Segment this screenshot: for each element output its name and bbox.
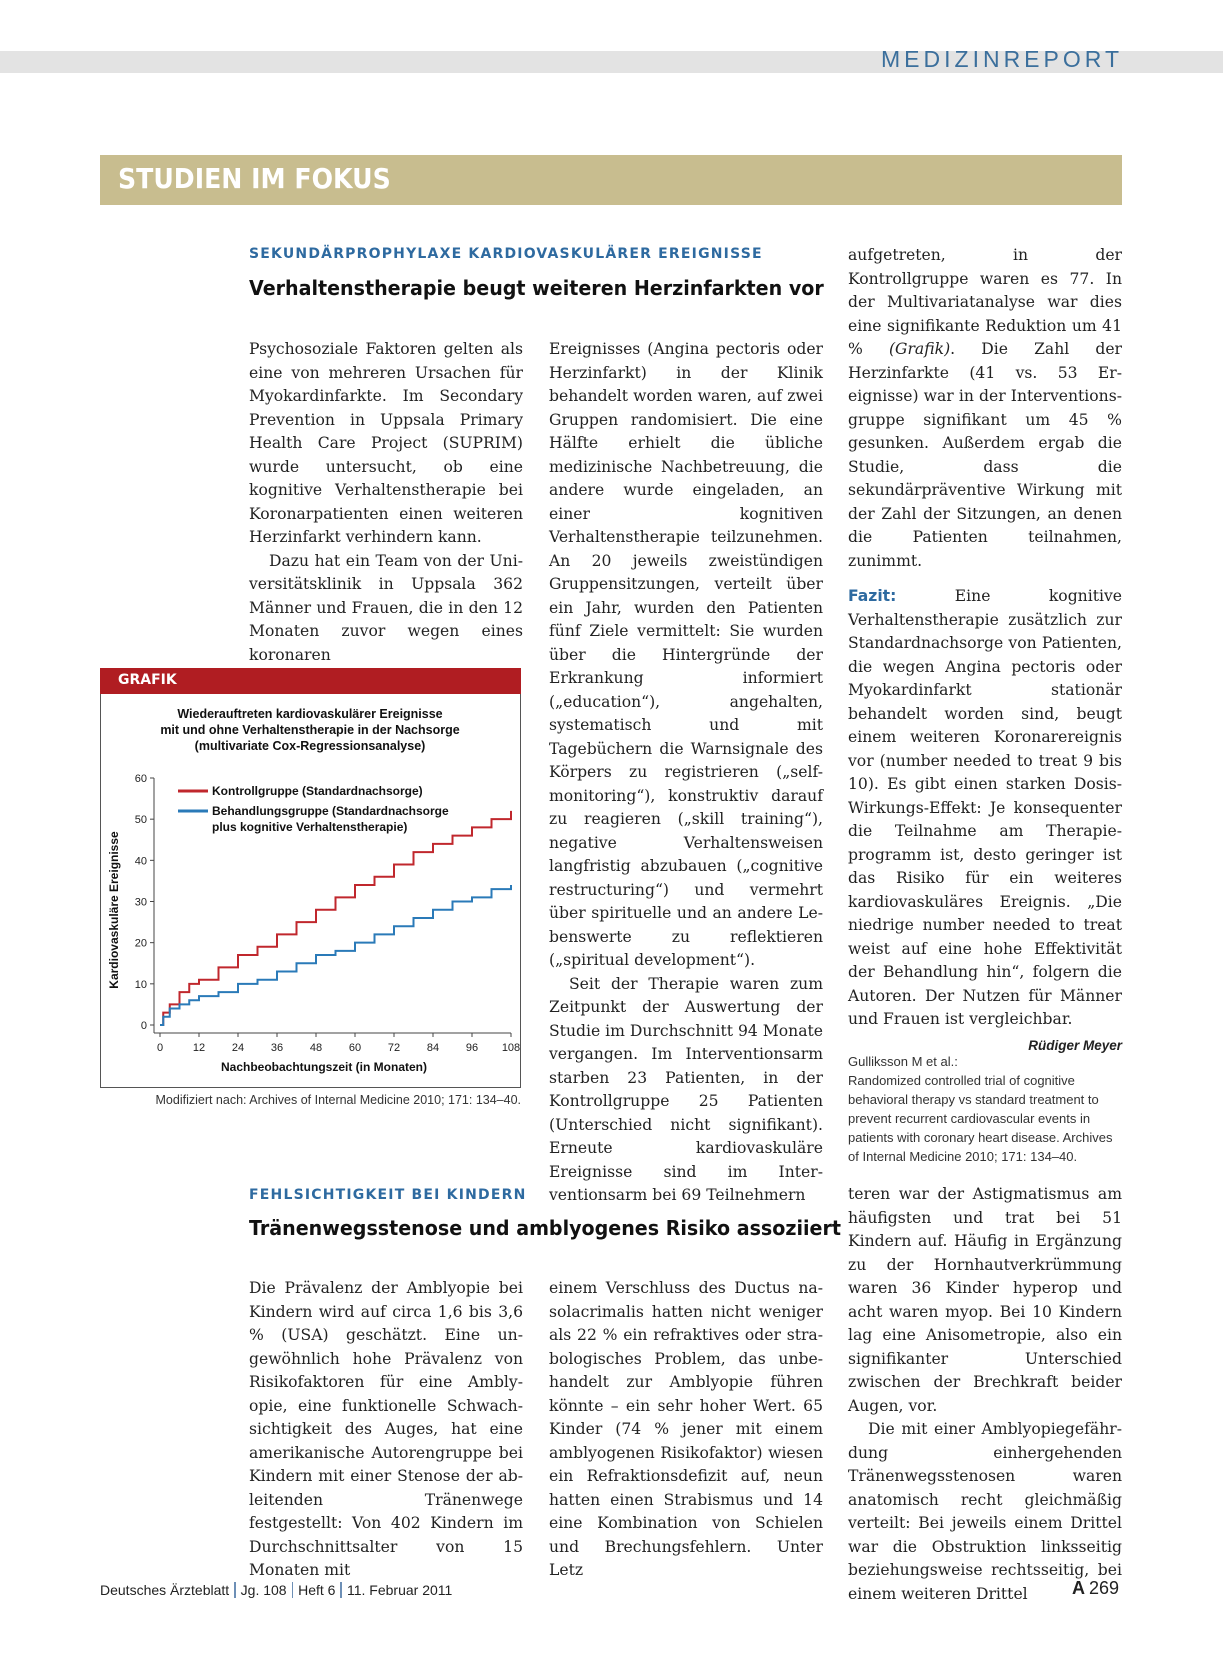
- series-line-control: [160, 811, 511, 1025]
- journal-name: Deutsches Ärzteblatt: [100, 1582, 230, 1598]
- fazit-label: Fazit:: [848, 587, 897, 605]
- footer-citation: [100, 1582, 452, 1598]
- y-axis-label: Kardiovaskuläre Ereignisse: [107, 831, 121, 989]
- divider: [292, 1582, 294, 1598]
- y-tick-label: 50: [134, 814, 147, 827]
- article2-column-3: [848, 1183, 1122, 1606]
- y-tick-label: 40: [134, 855, 147, 868]
- x-tick-label: 60: [348, 1042, 362, 1054]
- graphic-header: [100, 668, 521, 694]
- x-axis-label: Nachbeobachtungszeit (in Monaten): [220, 1060, 428, 1074]
- paragraph: Psychosoziale Faktoren gelten als eine von mehreren Ursachen für Myokardinfarkte. Im Secondary Prevention in Uppsala Primary Health Care Project (SUPRIM) wurde untersucht, ob eine kognitive Verhaltenstherapie bei Koronarpatienten einen weiteren Herzinfarkt verhindern kann.: [249, 340, 523, 546]
- y-tick-label: 0: [140, 1020, 147, 1032]
- paragraph: teren war der Astigmatismus am häufigsten und trat bei 51 Kindern auf. Häufig in Ergänzung zu der Hornhautverkrümmung waren 36 Kinder hyperop und acht waren myop. Bei 10 Kindern lag eine Anisometropie, also ein signifikanter Unterschied zwischen der Brechkraft beider Augen, vor.: [848, 1185, 1122, 1415]
- y-tick-label: 30: [134, 896, 147, 909]
- article1-title: Verhaltenstherapie beugt weiteren Herzinfarkten vor: [249, 276, 824, 300]
- divider: [340, 1582, 342, 1598]
- volume: Jg. 108: [240, 1582, 287, 1598]
- x-tick-label: 48: [309, 1042, 323, 1054]
- x-tick-label: 108: [501, 1042, 521, 1054]
- x-tick-label: 72: [387, 1042, 401, 1054]
- graphic-label: GRAFIK: [118, 672, 177, 688]
- paragraph: Ereignisses (Angina pectoris oder Herzinfarkt) in der Klinik behandelt worden waren, auf zwei Gruppen randomisiert. Die eine Hälfte erhielt die übliche medizinische Nachbetreuung, die andere wurde eingeladen, an einer kognitiven Verhaltenstherapie teilzunehmen. An 20 jeweils zweistündigen Gruppensitzungen, verteilt über ein Jahr, wurden den Patienten fünf Ziele vermittelt: Sie wurden über die Hintergründe der Erkrankung informiert („education“), angehalten, systematisch und mit Tagebüchern die Warnsignale des Körpers zu registrieren („self-monitoring“), konstruktiv darauf zu reagieren („skill training“), negative Verhaltensweisen langfristig abzubauen („cognitive restructuring“) und vermehrt über spirituelle und an andere Lebenswerte zu reflektieren („spiritual development“).: [549, 340, 823, 969]
- paragraph: Die mit einer Amblyopiegefährdung einhergehenden Tränenwegsstenosen waren anatomisch recht gleichmäßig verteilt: Bei jeweils einem Drittel war die Obstruktion linksseitig beziehungsweise rechtsseitig, bei einem weiteren Drittel: [848, 1420, 1122, 1603]
- article2-column-2: [549, 1277, 823, 1583]
- article1-kicker: SEKUNDÄRPROPHYLAXE KARDIOVASKULÄRER EREIGNISSE: [249, 246, 763, 262]
- author: Rüdiger Meyer: [1028, 1037, 1122, 1053]
- article2-kicker: FEHLSICHTIGKEIT BEI KINDERN: [249, 1187, 527, 1203]
- issue: Heft 6: [298, 1582, 336, 1598]
- y-tick-label: 20: [134, 937, 147, 950]
- x-tick-label: 84: [426, 1042, 440, 1054]
- legend-label-treatment-2: plus kognitive Verhaltenstherapie): [212, 820, 408, 834]
- y-tick-label: 10: [134, 978, 147, 991]
- legend-label-treatment-1: Behandlungsgruppe (Standardnachsorge: [212, 804, 449, 818]
- fazit-paragraph: Fazit: Eine kognitive Verhaltenstherapie zusätzlich zur Standardnachsorge von Patienten, die wegen Angina pectoris oder Myokardinfarkt stationär behandelt worden sind, beugt einem weiteren Koronarereignis vor (number needed to treat 9 bis 10). Es gibt einen starken Dosis-Wirkungs-Effekt: Je konsequenter die Teilnahme am Therapieprogramm ist, desto geringer ist das Risiko für ein weiteres kardiovaskuläres Ereignis. „Die niedrige number needed to treat weist auf eine hohe Effektivität der Behandlung hin“, folgern die Autoren. Der Nutzen für Männer und Frauen ist vergleichbar. Rüdiger Meyer: [848, 585, 1122, 1032]
- article1-column-2: [549, 338, 823, 1208]
- paragraph: Seit der Therapie waren zum Zeitpunkt der Auswertung der Studie im Durchschnitt 94 Monate vergangen. Im Interventionsarm starben 23 Patienten, in der Kontrollgruppe 25 Patienten (Unterschied nicht signifikant). Erneute kardiovaskuläre Ereignisse sind im Interventionsarm bei 69 Teilnehmern: [549, 974, 823, 1204]
- figure-reference: (Grafik): [888, 340, 951, 358]
- reference: Gulliksson M et al.: Randomized controlled trial of cognitive behavioral therapy vs standard treatment to prevent recurrent cardiovascular events in patients with coronary heart disease. Archives of Internal Medicine 2010; 171: 134–40.: [848, 1053, 1113, 1164]
- paragraph: Dazu hat ein Team von der Universitätsklinik in Uppsala 362 Männer und Frauen, die in den 12 Monaten zuvor wegen eines koronaren: [249, 551, 523, 664]
- x-tick-label: 24: [231, 1042, 245, 1054]
- x-tick-label: 0: [156, 1042, 164, 1054]
- article1-column-1: [249, 338, 523, 667]
- section-banner: [100, 155, 1122, 205]
- y-tick-label: 60: [134, 773, 147, 785]
- article2-column-1: [249, 1277, 523, 1583]
- legend-label-control: Kontrollgruppe (Standardnachsorge): [212, 784, 423, 798]
- chart-lines: [160, 811, 511, 1025]
- x-tick-label: 96: [465, 1042, 479, 1054]
- section-banner-title: STUDIEN IM FOKUS: [118, 162, 391, 195]
- chart-legend: [178, 784, 449, 834]
- page-number: A 269: [1071, 1578, 1119, 1598]
- article2-title: Tränenwegsstenose und amblyogenes Risiko assoziiert: [249, 1216, 841, 1240]
- paragraph: aufgetreten, in der Kontrollgruppe waren es 77. In der Multivariatanalyse war dies eine signifikante Reduktion um 41 % (Grafik). Die Zahl der Herzinfarkte (41 vs. 53 Ereignisse) war in der Interventionsgruppe signifikant um 45 % gesunken. Außerdem ergab die Studie, dass die sekundärpräventive Wirkung mit der Zahl der Sitzungen, an denen die Patienten teilnahmen, zunimmt.: [848, 246, 1123, 570]
- x-tick-label: 12: [192, 1042, 206, 1054]
- paragraph: Die Prävalenz der Amblyopie bei Kindern wird auf circa 1,6 bis 3,6 % (USA) geschätzt. Eine ungewöhnlich hohe Prävalenz von Risikofaktoren für eine Amblyopie, eine funktionelle Schwachsichtigkeit des Auges, hat eine amerikanische Autorengruppe bei Kindern mit einer Stenose der ableitenden Tränenwege festgestellt: Von 402 Kindern im Durchschnittsalter von 15 Monaten mit: [249, 1279, 523, 1579]
- divider: [234, 1582, 236, 1598]
- graphic-caption: Modifiziert nach: Archives of Internal Medicine 2010; 171: 134–40.: [155, 1093, 521, 1107]
- x-tick-label: 36: [270, 1042, 284, 1054]
- paragraph: einem Verschluss des Ductus nasolacrimalis hatten nicht weniger als 22 % ein refraktives oder strabologisches Problem, das unbehandelt zur Amblyopie führen könnte – ein sehr hoher Wert. 65 Kinder (74 % jener mit einem amblyogenen Risikofaktor) wiesen ein Refraktionsdefizit auf, neun hatten einen Strabismus und 14 eine Kombination von Schielen und Brechungsfehlern. Unter Letz: [549, 1279, 823, 1579]
- date: 11. Februar 2011: [346, 1582, 453, 1598]
- article1-column-3: [848, 244, 1122, 1166]
- chart-title: Wiederauftreten kardiovaskulärer Ereignisse mit und ohne Verhaltenstherapie in der Nachsorge (multivariate Cox-Regressionsanalyse): [160, 707, 460, 753]
- chart: [100, 760, 521, 1086]
- section-label: MEDIZINREPORT: [881, 46, 1123, 72]
